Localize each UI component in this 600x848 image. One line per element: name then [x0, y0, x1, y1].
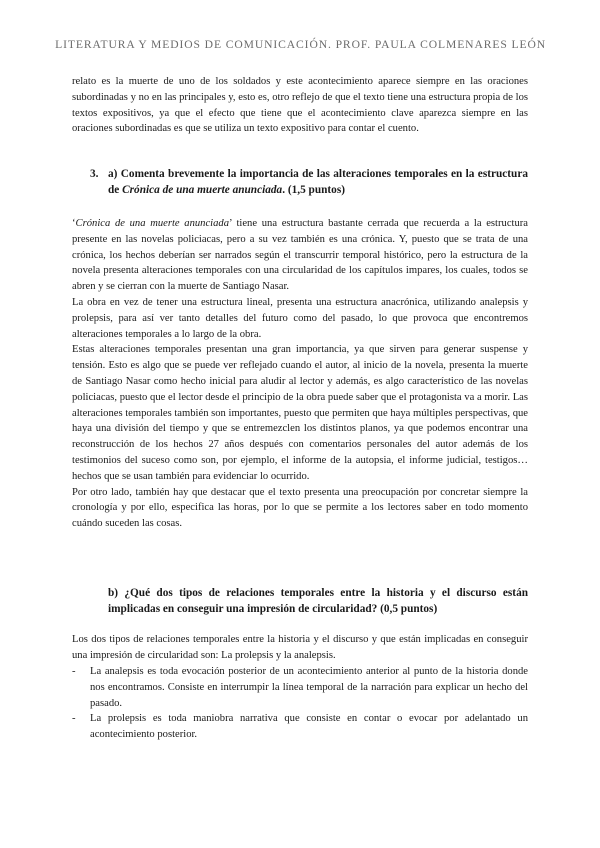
question-3a-prefix: a) Comenta brevemente la importancia de las alteraciones temporales en la estructura de: [108, 168, 528, 196]
list-dash: -: [72, 666, 76, 677]
answer-3a-paragraph-4: Por otro lado, también hay que destacar que el texto presenta una preocupación por concretar siempre la cronología y por ello, especifica las horas, por lo que se permite a los lectores saber en todo momento cuándo suceden las cosas.: [72, 486, 528, 530]
quote-open: ‘: [72, 218, 76, 229]
question-3a-suffix: . (1,5 puntos): [282, 183, 345, 196]
question-3a-heading: [90, 167, 528, 198]
answer-3b-intro-text: Los dos tipos de relaciones temporales entre la historia y el discurso y que están implicadas en conseguir una impresión de circularidad son: La prolepsis y la analepsis.: [72, 634, 528, 661]
question-number: 3.: [90, 168, 99, 180]
intro-text: relato es la muerte de uno de los soldados y este acontecimiento aparece siempre en las oraciones subordinadas y no en las principales y, esto es, otro reflejo de que el texto tiene una estructura propia de los textos expositivos, ya que el efecto que tiene que el acontecimiento clave aparezca siempre en las oraciones subordinadas es que se utiliza un texto expositivo para contar el cuento.: [72, 76, 528, 135]
answer-3a: [72, 216, 528, 532]
answer-3a-paragraph-3: Estas alteraciones temporales presentan una gran importancia, ya que sirven para generar suspense y tensión. Esto es algo que se puede ver reflejado cuando el autor, al inicio de la novela, presenta la muerte de Santiago Nasar como hecho inicial para aludir al lector y además, es algo característico de las novelas policiacas, puesto que el lector desde el principio de la obra puede saber que el protagonista va a morir. Las alteraciones temporales también son importantes, puesto que permiten que haya múltiples perspectivas, que haya una división del tiempo y que se entremezclen los distintos planos, ya que podemos encontrar una reconstrucción de los hechos 27 años después con comentarios personales del autor además de los testimonios del suceso como son, por ejemplo, el informe de la autopsia, el informe judicial, testigos… hechos que se usan también para evidenciar lo ocurrido.: [72, 344, 528, 482]
answer-3a-paragraph-1: [72, 216, 528, 295]
intro-paragraph: [72, 74, 528, 137]
list-item: [72, 664, 528, 711]
question-3a-book-title: Crónica de una muerte anunciada: [122, 183, 283, 196]
answer-3a-paragraph-2: La obra en vez de tener una estructura lineal, presenta una estructura anacrónica, utilizando analepsis y prolepsis, para así ver tanto detalles del futuro como del pasado, lo que provoca que encontremos alteraciones temporales a lo largo de la obra.: [72, 296, 528, 340]
list-item: [72, 711, 528, 743]
answer-3b-list: [72, 664, 528, 743]
question-3b-heading: b) ¿Qué dos tipos de relaciones temporales entre la historia y el discurso están implicadas en conseguir una impresión de circularidad? (0,5 puntos): [108, 587, 528, 615]
quote-close: ’: [229, 218, 232, 229]
paragraph-1-rest: tiene una estructura bastante cerrada que recuerda a la estructura presente en las novelas policiacas, pero a su vez también es una crónica. Y, puesto que se trata de una crónica, los hechos deberían ser narrados según el transcurrir temporal histórico, pero la estructura de la novela presenta alteraciones temporales con una circularidad de los capítulos impares, los cuales, todos se abren y se cierran con la muerte de Santiago Nasar.: [72, 218, 528, 293]
answer-3b-intro: [72, 632, 528, 664]
question-3a-text: [90, 167, 528, 198]
book-title: Crónica de una muerte anunciada: [75, 218, 230, 229]
page-header: LITERATURA Y MEDIOS DE COMUNICACIÓN. PROF. PAULA COLMENARES LEÓN: [55, 38, 546, 51]
list-dash: -: [72, 713, 76, 725]
list-item-text: La analepsis es toda evocación posterior de un acontecimiento anterior al punto de la historia donde nos encontramos. Consiste en interrumpir la línea temporal de la narración para explicar un hecho del pasado.: [90, 666, 528, 709]
list-item-text: La prolepsis es toda maniobra narrativa que consiste en contar o evocar por adelantado un acontecimiento posterior.: [90, 713, 528, 741]
